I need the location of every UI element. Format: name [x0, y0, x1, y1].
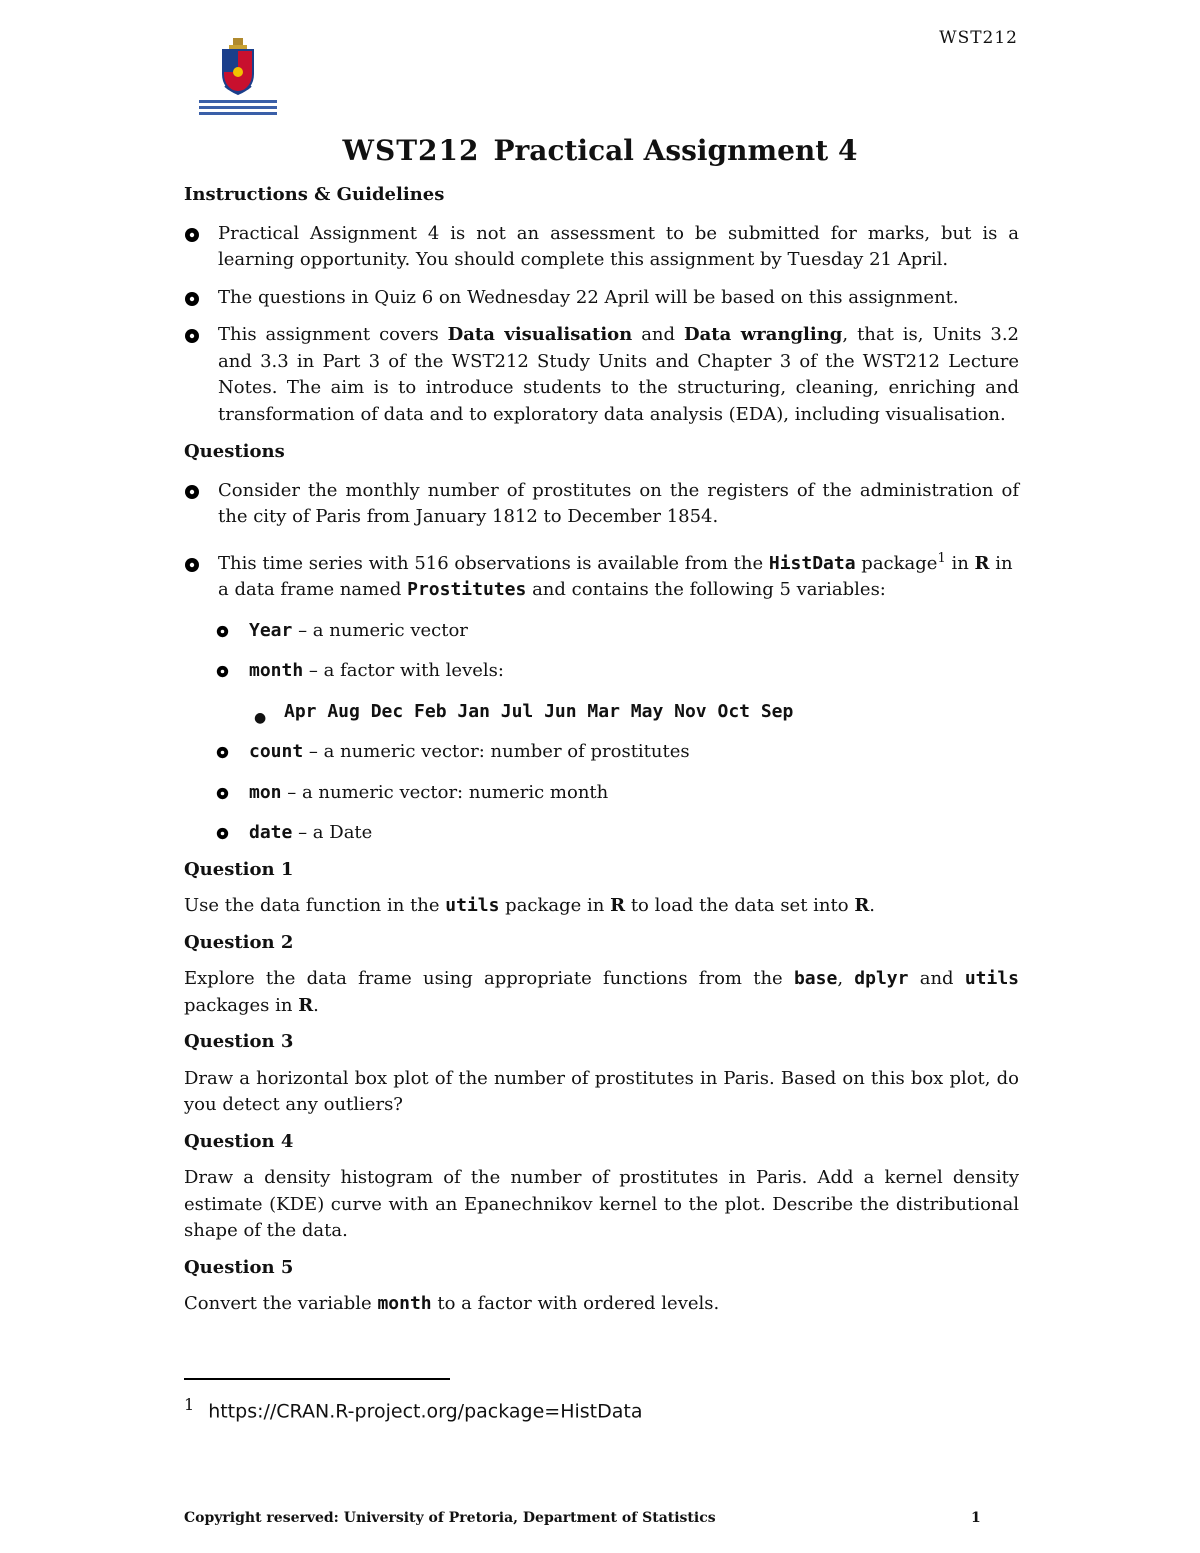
title-course-code: WST212: [342, 134, 480, 167]
questions-intro-list: [184, 478, 1019, 604]
question-1-text: Use the data function in the utils package in R to load the data set into R.: [184, 895, 876, 916]
month-levels-list: [184, 699, 1019, 726]
question-5-text: Convert the variable month to a factor with ordered levels.: [184, 1293, 720, 1314]
university-crest-logo: [195, 36, 281, 118]
variable-name: Year: [249, 619, 293, 641]
bullet-icon: [216, 746, 229, 759]
variable-item: count – a numeric vector: number of prostitutes: [184, 739, 1019, 766]
variable-name: count: [249, 741, 304, 762]
instruction-text: Practical Assignment 4 is not an assessment to be submitted for marks, but is a learning opportunity. You should complete this assignment by Tuesday 21 April.: [218, 222, 1019, 270]
bullet-icon: [216, 827, 229, 840]
variables-list: [184, 618, 1019, 685]
question-5-heading: Question 5: [184, 1256, 294, 1278]
data-frame-name: Prostitutes: [407, 579, 527, 600]
question-2-heading: Question 2: [184, 931, 294, 953]
footnote-divider: [184, 1378, 450, 1380]
month-levels: Apr Aug Dec Feb Jan Jul Jun Mar May Nov Oct Sep: [284, 700, 794, 722]
package-name: HistData: [768, 552, 856, 574]
questions-heading: Questions: [184, 441, 285, 462]
footer-copyright: Copyright reserved: University of Pretoria, Department of Statistics: [184, 1510, 716, 1526]
bullet-icon: [184, 227, 200, 243]
bullet-icon: [216, 625, 229, 638]
list-item: This time series with 516 observations is available from the HistData package$^1$ in R in a data frame named Prostitutes and contains the following 5 variables:: [184, 551, 1019, 604]
variable-name: month: [249, 660, 304, 681]
bullet-icon: [216, 787, 229, 800]
dataset-description: Consider the monthly number of prostitutes on the registers of the administration of the city of Paris from January 1812 to December 1854.: [218, 479, 1019, 527]
list-item: [184, 285, 1019, 312]
variable-item: month – a factor with levels:: [184, 658, 1019, 685]
question-4-heading: Question 4: [184, 1130, 294, 1152]
list-item: [184, 221, 1019, 274]
header-course-code: WST212: [939, 28, 1018, 48]
bullet-icon: [184, 328, 200, 344]
instruction-text: The questions in Quiz 6 on Wednesday 22 April will be based on this assignment.: [218, 286, 959, 308]
list-item: This assignment covers Data visualisation and Data wrangling, that is, Units 3.2 and 3.3 in Part 3 of the WST212 Study Units and Chapter 3 of the WST212 Lecture Notes. The aim is to introduce students to the structuring, cleaning, enriching and transformation of data and to exploratory data analysis (EDA), including visualisation.: [184, 322, 1019, 428]
variables-list-continued: [184, 739, 1019, 847]
instructions-heading: Instructions & Guidelines: [184, 184, 445, 205]
question-3-heading: Question 3: [184, 1031, 294, 1052]
footer-page-number: 1: [971, 1510, 981, 1526]
bullet-icon: [184, 484, 200, 500]
bullet-icon: [184, 557, 200, 573]
list-item: [184, 478, 1019, 531]
variable-item: date – a Date: [184, 820, 1019, 847]
question-3-text: Draw a horizontal box plot of the number of prostitutes in Paris. Based on this box plot, do you detect any outliers?: [184, 1067, 1019, 1115]
variable-name: mon: [249, 781, 282, 803]
bullet-icon: [184, 291, 200, 307]
footnote-link[interactable]: https://CRAN.R-project.org/package=HistData: [208, 1400, 643, 1423]
footnote-mark: 1: [184, 1395, 195, 1414]
bullet-icon: [216, 665, 229, 678]
footnote-reference[interactable]: 1: [937, 550, 946, 566]
page-title: [0, 134, 1200, 167]
month-levels-item: [184, 699, 1019, 726]
topic-data-visualisation: Data visualisation: [447, 324, 633, 345]
question-4-text: Draw a density histogram of the number of prostitutes in Paris. Add a kernel density estimate (KDE) curve with an Epanechnikov kernel to the plot. Describe the distributional shape of the data.: [184, 1167, 1019, 1241]
question-2-text: Explore the data frame using appropriate functions from the base, dplyr and utils packages in R.: [184, 968, 1019, 1016]
footnote: [184, 1395, 643, 1422]
title-text: Practical Assignment 4: [493, 134, 858, 167]
main-content: [184, 182, 1019, 1318]
topic-data-wrangling: Data wrangling: [684, 324, 843, 345]
variable-item: Year – a numeric vector: [184, 618, 1019, 645]
small-bullet-icon: ●: [254, 709, 267, 726]
question-1-heading: Question 1: [184, 858, 294, 880]
instructions-list: [184, 221, 1019, 429]
variable-name: date: [249, 822, 293, 843]
variable-item: mon – a numeric vector: numeric month: [184, 780, 1019, 807]
